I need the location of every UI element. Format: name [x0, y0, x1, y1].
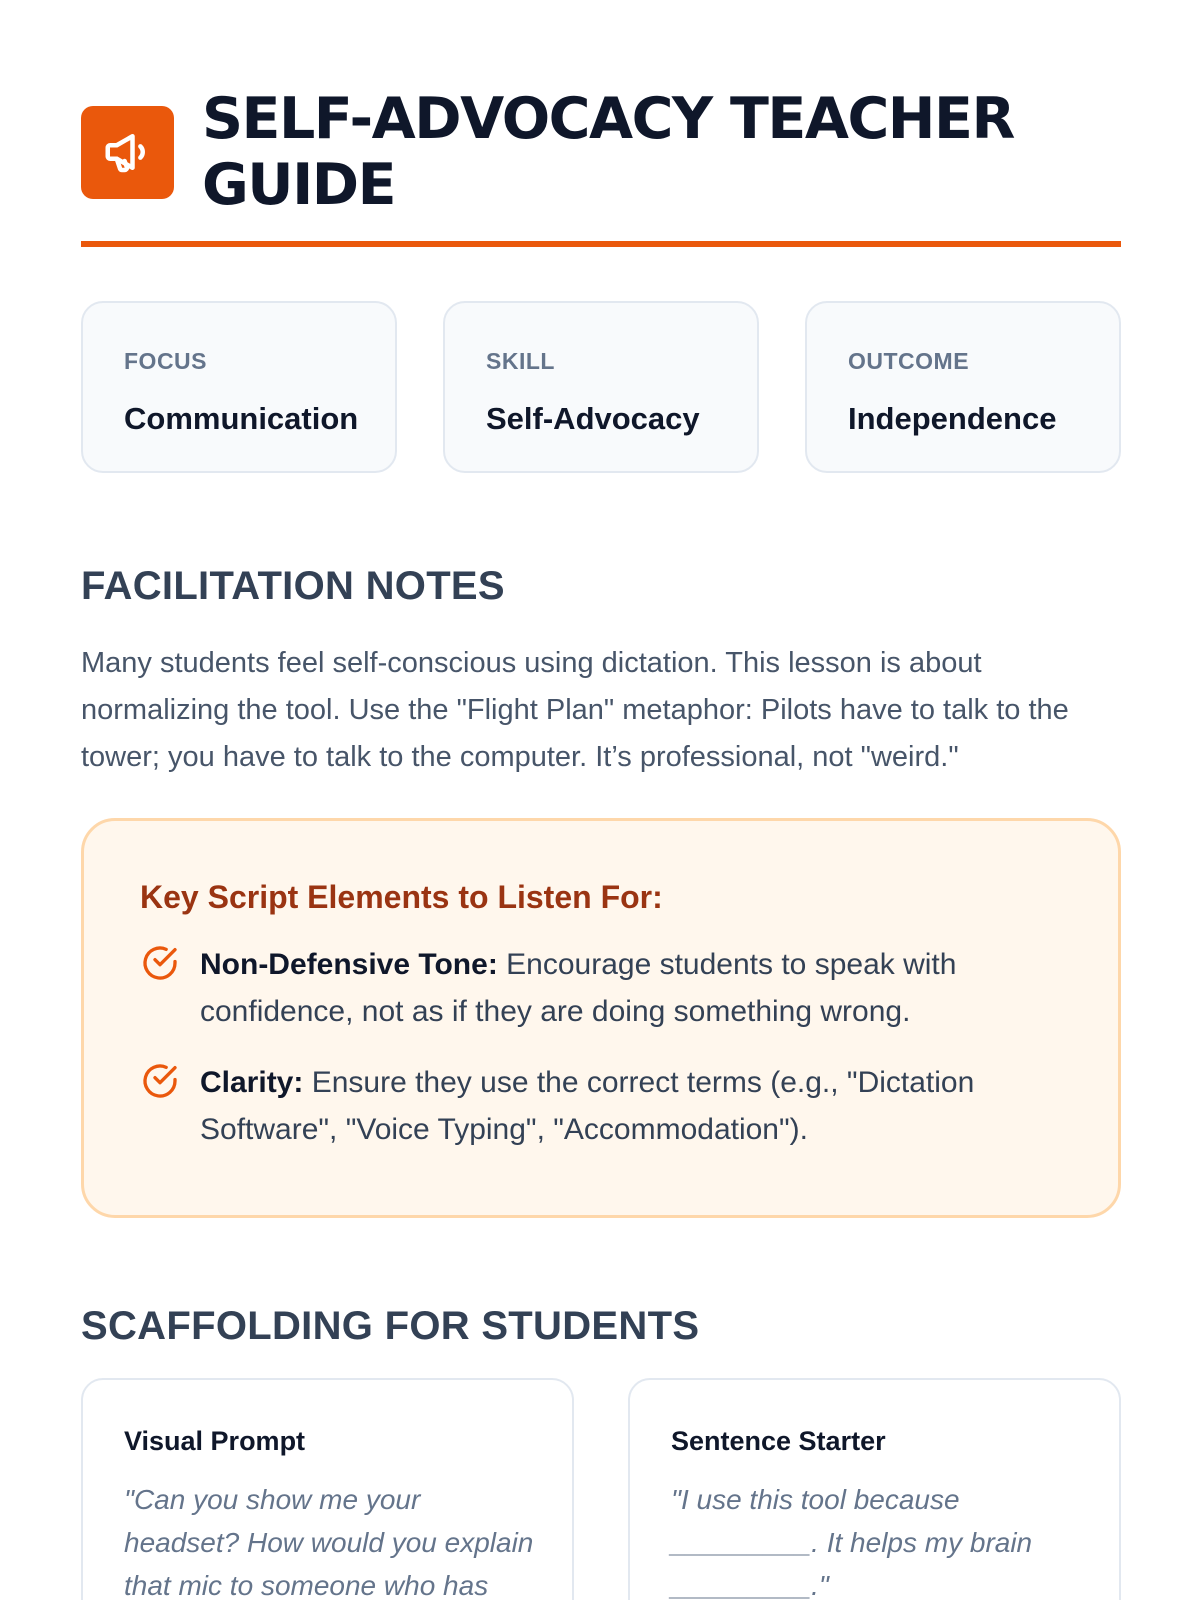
- meta-label: OUTCOME: [848, 348, 970, 374]
- meta-cards: [81, 301, 1121, 473]
- scaffolding-cards: [81, 1378, 1121, 1600]
- meta-label: SKILL: [486, 348, 555, 374]
- logo-badge: [81, 106, 174, 199]
- check-circle-icon: [140, 1061, 180, 1101]
- callout-item-body: Ensure they use the correct terms (e.g., "Dictation Software", "Voice Typing", "Accommodation").: [200, 1066, 975, 1146]
- list-item: [140, 941, 1078, 1035]
- meta-value: Self-Advocacy: [486, 401, 700, 436]
- page-title: SELF-ADVOCACY TEACHER GUIDE: [202, 86, 1014, 218]
- key-script-callout: [81, 818, 1121, 1218]
- meta-value: Independence: [848, 401, 1057, 436]
- callout-item-term: Clarity:: [200, 1066, 304, 1099]
- check-circle-icon: [140, 943, 180, 983]
- scaffold-card-text: "I use this tool because _________. It helps my brain _________.": [671, 1484, 1033, 1600]
- megaphone-icon: [101, 125, 155, 179]
- scaffold-card-title: Visual Prompt: [124, 1426, 306, 1456]
- meta-card-focus: [81, 301, 397, 473]
- facilitation-notes: Many students feel self-conscious using dictation. This lesson is about normalizing the tool. Use the "Flight Plan" metaphor: Pilots have to talk to the tower; you have to talk to the computer. It’s professional, not "weird.": [81, 647, 1069, 773]
- scaffolding-heading: SCAFFOLDING FOR STUDENTS: [81, 1304, 700, 1348]
- callout-item-text: [200, 1059, 1030, 1153]
- facilitation-heading: FACILITATION NOTES: [81, 564, 505, 608]
- meta-card-skill: [443, 301, 759, 473]
- callout-list: [140, 941, 1078, 1153]
- scaffold-card-text: "Can you show me your headset? How would you explain that mic to someone who has: [124, 1484, 534, 1600]
- callout-item-term: Non-Defensive Tone:: [200, 948, 498, 981]
- scaffold-card-title: Sentence Starter: [671, 1426, 886, 1456]
- scaffold-card-sentence-starter: [628, 1378, 1121, 1600]
- meta-label: FOCUS: [124, 348, 207, 374]
- list-item: [140, 1059, 1078, 1153]
- scaffold-card-visual-prompt: [81, 1378, 574, 1600]
- meta-value: Communication: [124, 401, 359, 436]
- callout-item-body: Encourage students to speak with confidence, not as if they are doing something wrong.: [200, 948, 957, 1028]
- page-header: [81, 86, 1121, 218]
- callout-title: Key Script Elements to Listen For:: [140, 879, 663, 915]
- header-divider: [81, 241, 1121, 247]
- callout-item-text: [200, 941, 1030, 1035]
- meta-card-outcome: [805, 301, 1121, 473]
